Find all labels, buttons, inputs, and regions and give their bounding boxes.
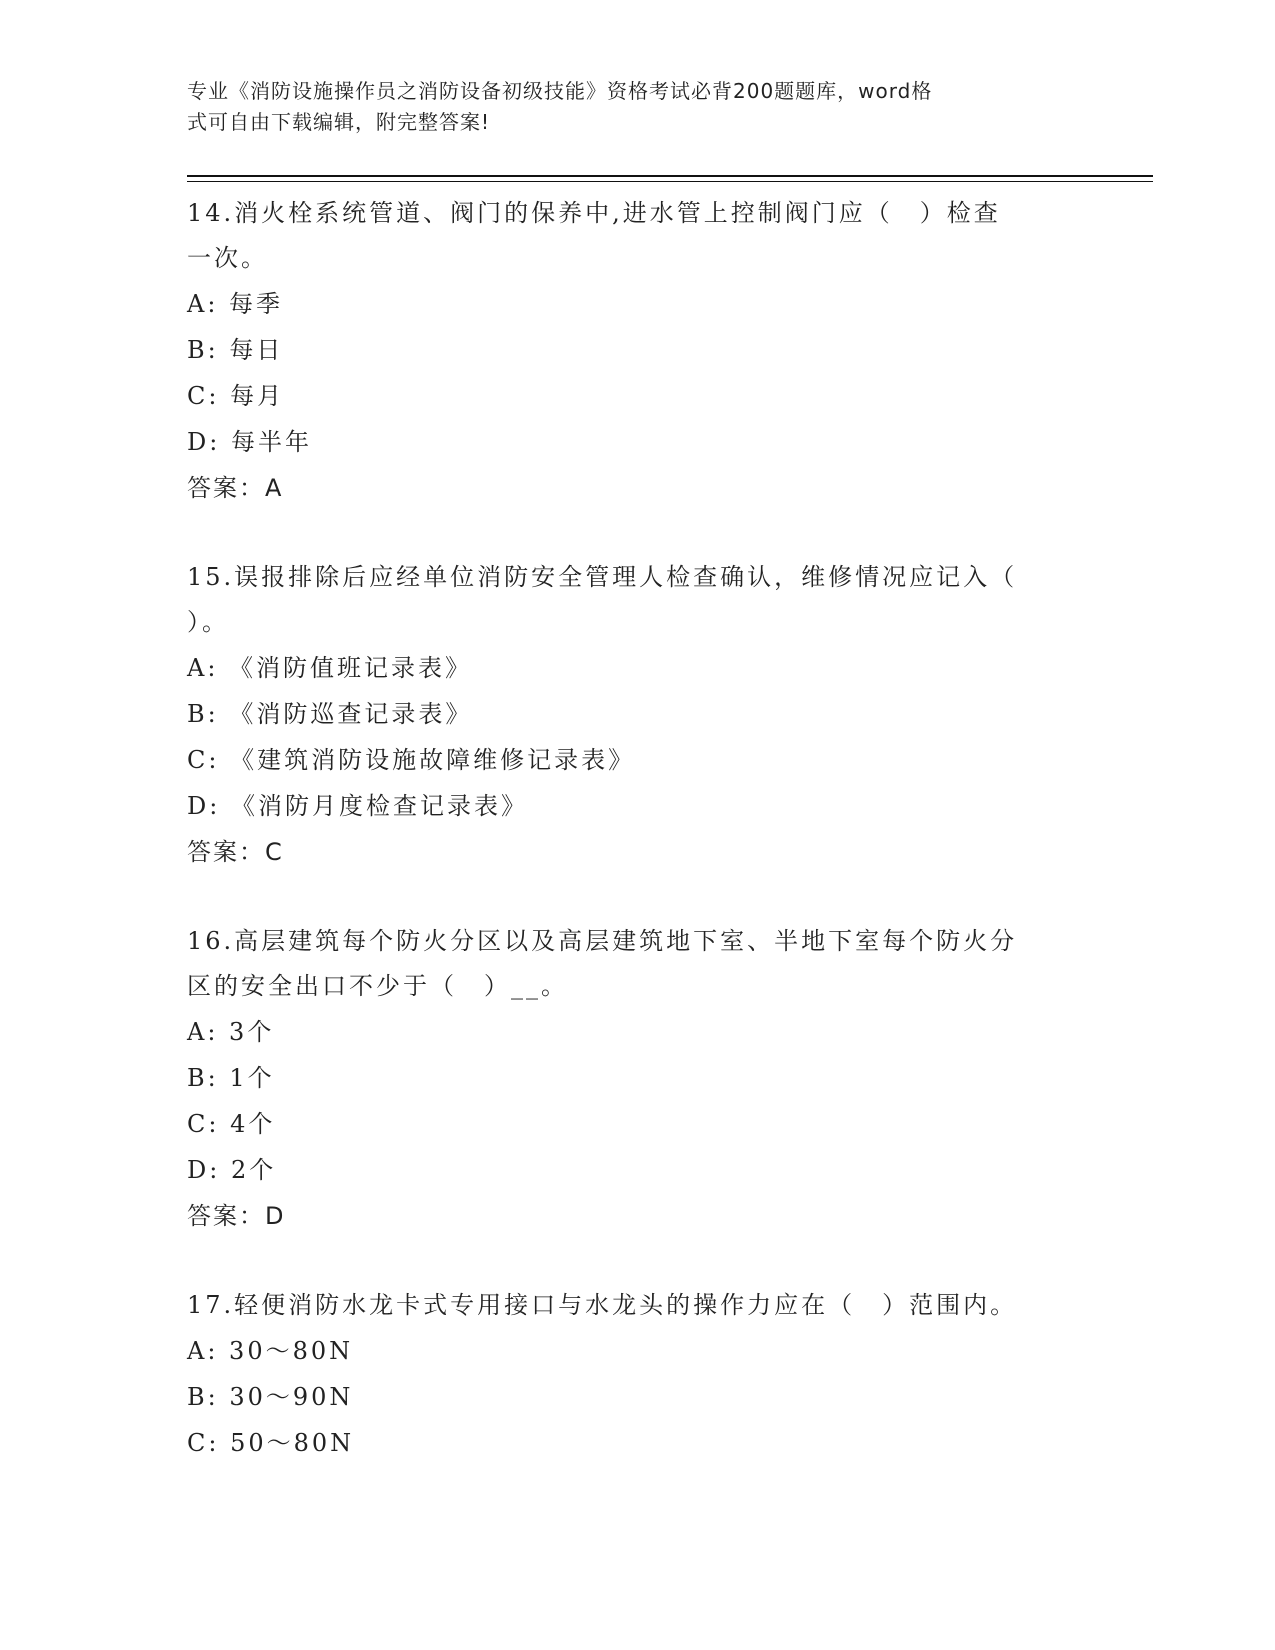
option-a: A: 每季 — [187, 290, 284, 318]
question-list — [187, 191, 1087, 1466]
header-divider-thick — [187, 175, 1153, 177]
question-15 — [187, 555, 1087, 875]
question-14 — [187, 191, 1087, 511]
option-b: B: 每日 — [187, 336, 284, 364]
question-17 — [187, 1283, 1087, 1466]
question-spacer — [187, 511, 1087, 555]
header-divider-thin — [187, 181, 1153, 182]
option-c: C: 《建筑消防设施故障维修记录表》 — [187, 746, 636, 774]
question-spacer — [187, 875, 1087, 919]
question-stem-line: ）。 — [187, 608, 229, 636]
option-c: C: 50～80N — [187, 1429, 355, 1457]
option-a: A: 30～80N — [187, 1337, 354, 1365]
option-b: B: 30～90N — [187, 1383, 354, 1411]
option-c: C: 4个 — [187, 1110, 276, 1138]
question-spacer — [187, 1239, 1087, 1283]
question-stem-line: 区的安全出口不少于（ ）__。 — [187, 972, 568, 1000]
question-16 — [187, 919, 1087, 1239]
option-a: A: 《消防值班记录表》 — [187, 654, 473, 682]
answer-label: 答案：C — [187, 838, 284, 866]
question-stem-line: 16.高层建筑每个防火分区以及高层建筑地下室、半地下室每个防火分 — [187, 927, 1018, 955]
option-a: A: 3个 — [187, 1018, 275, 1046]
option-b: B: 《消防巡查记录表》 — [187, 700, 473, 728]
answer-label: 答案：D — [187, 1202, 286, 1230]
option-d: D: 2个 — [187, 1156, 277, 1184]
option-d: D: 每半年 — [187, 428, 312, 456]
header-line-2: 式可自由下载编辑，附完整答案! — [187, 110, 491, 134]
question-stem-line: 一次。 — [187, 244, 268, 272]
question-stem-line: 14.消火栓系统管道、阀门的保养中,进水管上控制阀门应（ ）检查 — [187, 199, 1001, 227]
document-header — [187, 76, 1067, 138]
option-b: B: 1个 — [187, 1064, 275, 1092]
header-line-1: 专业《消防设施操作员之消防设备初级技能》资格考试必背200题题库，word格 — [187, 79, 933, 103]
option-d: D: 《消防月度检查记录表》 — [187, 792, 528, 820]
option-c: C: 每月 — [187, 382, 285, 410]
question-stem-line: 17.轻便消防水龙卡式专用接口与水龙头的操作力应在（ ）范围内。 — [187, 1291, 1018, 1319]
question-stem-line: 15.误报排除后应经单位消防安全管理人检查确认，维修情况应记入（ — [187, 563, 1018, 591]
answer-label: 答案：A — [187, 474, 284, 502]
